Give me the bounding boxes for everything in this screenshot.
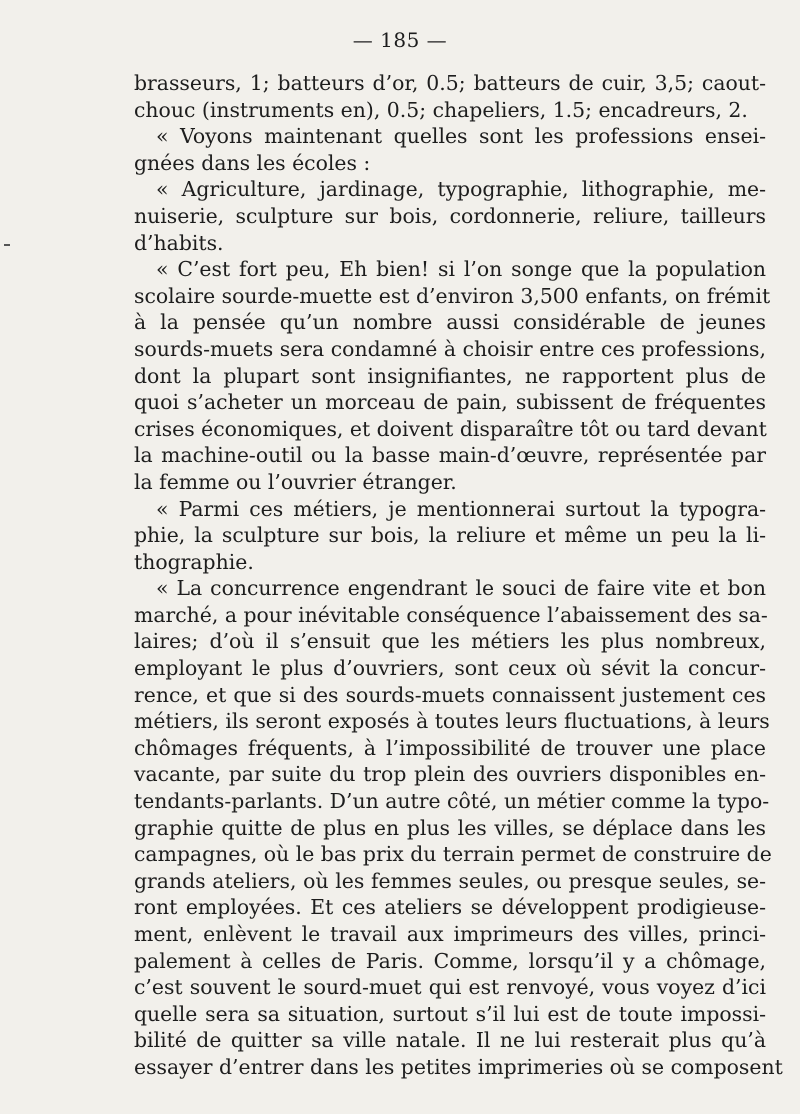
text-line: « Parmi ces métiers, je mentionnerai surtout la typogra- (156, 496, 766, 521)
text-line: essayer d’entrer dans les petites imprimeries où se composent (134, 1054, 783, 1079)
body-text (134, 70, 783, 1081)
text-line: campagnes, où le bas prix du terrain permet de construire de (134, 842, 772, 867)
text-line: ront employées. Et ces ateliers se développent prodigieuse- (134, 895, 766, 920)
text-line: rence, et que si des sourds-muets connaissent justement ces (134, 682, 766, 707)
text-line: la machine-outil ou la basse main-d’œuvre, représentée par (134, 443, 766, 468)
text-line: nuiserie, sculpture sur bois, cordonnerie, reliure, tailleurs (134, 203, 766, 228)
text-line: métiers, ils seront exposés à toutes leurs fluctuations, à leurs (134, 709, 770, 734)
text-line: à la pensée qu’un nombre aussi considérable de jeunes (134, 310, 766, 335)
text-line: grands ateliers, où les femmes seules, ou presque seules, se- (134, 868, 766, 893)
text-line: tendants-parlants. D’un autre côté, un métier comme la typo- (134, 789, 770, 814)
text-line: sourds-muets sera condamné à choisir entre ces professions, (134, 336, 766, 361)
text-line: ment, enlèvent le travail aux imprimeurs des villes, princi- (134, 922, 766, 946)
text-line: palement à celles de Paris. Comme, lorsqu’il y a chômage, (134, 948, 766, 973)
text-line: « Agriculture, jardinage, typographie, lithographie, me- (156, 177, 766, 202)
text-line: employant le plus d’ouvriers, sont ceux où sévit la concur- (134, 656, 766, 681)
text-line: marché, a pour inévitable conséquence l’abaissement des sa- (134, 602, 768, 627)
text-line: chômages fréquents, à l’impossibilité de trouver une place (134, 735, 766, 760)
text-line: chouc (instruments en), 0.5; chapeliers, 1.5; encadreurs, 2. (134, 97, 748, 122)
text-line: quoi s’acheter un morceau de pain, subissent de fréquentes (134, 390, 766, 415)
text-line: brasseurs, 1; batteurs d’or, 0.5; batteurs de cuir, 3,5; caout- (134, 71, 766, 95)
text-line: « Voyons maintenant quelles sont les professions ensei- (156, 124, 766, 149)
text-line: c’est souvent le sourd-muet qui est renvoyé, vous voyez d’ici (134, 975, 766, 1000)
margin-mark (4, 244, 10, 246)
text-line: dont la plupart sont insignifiantes, ne rapportent plus de (134, 363, 766, 388)
text-line: scolaire sourde-muette est d’environ 3,500 enfants, on frémit (134, 283, 771, 308)
text-line: graphie quitte de plus en plus les villes, se déplace dans les (134, 815, 766, 840)
text-line: d’habits. (134, 230, 224, 255)
text-line: la femme ou l’ouvrier étranger. (134, 469, 457, 494)
text-line: crises économiques, et doivent disparaître tôt ou tard devant (134, 416, 767, 441)
text-line: gnées dans les écoles : (134, 150, 371, 175)
text-line: « C’est fort peu, Eh bien! si l’on songe que la population (156, 257, 766, 282)
text-line: vacante, par suite du trop plein des ouvriers disponibles en- (134, 762, 766, 787)
text-line: bilité de quitter sa ville natale. Il ne lui resterait plus qu’à (134, 1028, 766, 1053)
text-line: phie, la sculpture sur bois, la reliure et même un peu la li- (134, 523, 766, 548)
text-line: thographie. (134, 549, 254, 574)
page-number: — 185 — (352, 28, 448, 52)
text-line: « La concurrence engendrant le souci de faire vite et bon (156, 576, 766, 601)
text-line: quelle sera sa situation, surtout s’il lui est de toute impossi- (134, 1001, 766, 1026)
text-line: laires; d’où il s’ensuit que les métiers les plus nombreux, (134, 629, 766, 654)
